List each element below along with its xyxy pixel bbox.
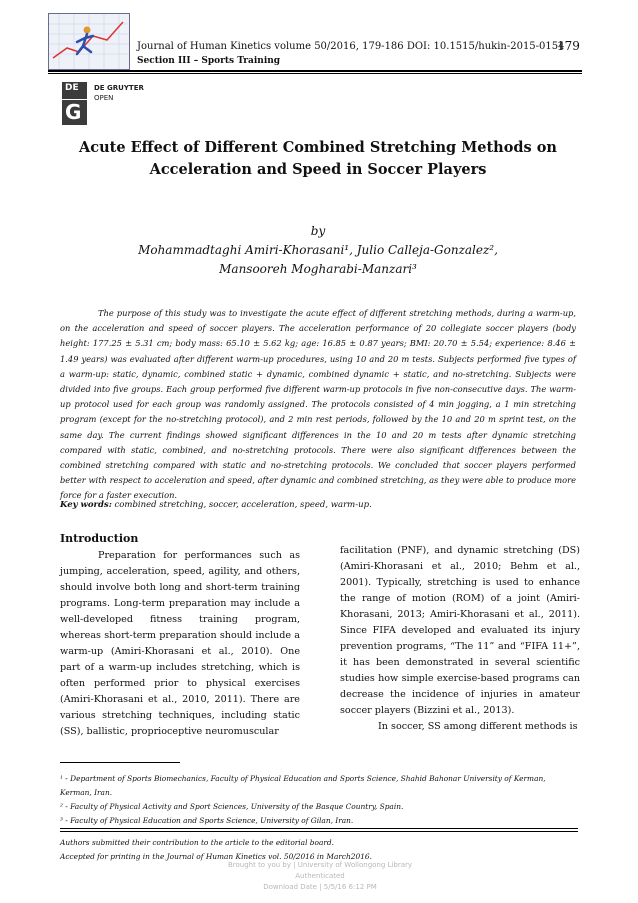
watermark-line-3: Download Date | 5/5/16 6:12 PM — [263, 883, 377, 891]
abstract: The purpose of this study was to investigate the acute effect of different stretching methods, during a warm-up, on the acceleration and speed of soccer players. The acceleration performance of 20 collegiate soccer players (body height: 177.25 ± 5.31 cm; body mass: 65.10 ± 5.62 kg; age: 16.85 ± 0.87 years; BMI: 20.70 ± 5.54; experience: 8.46 ± 1.49 years) was evaluated after different warm-up procedures, using 10 and 20 m tests. Subjects performed five types of a warm-up: static, dynamic, combined static + dynamic, combined dynamic + static, and no-stretching. Subjects were divided into five groups. Each group performed five different warm-up protocols in five non-consecutive days. The warm-up protocol used for each group was randomly assigned. The protocols consisted of 4 min jogging, a 1 min stretching program (except for the no-stretching protocol), and 2 min rest periods, followed by the 10 and 20 m sprint test, on the same day. The current findings showed significant differences in the 10 and 20 m tests after dynamic stretching compared with static, combined, and no-stretching protocols. There were also significant differences between the combined stretching compared with static and no-stretching protocols. We concluded that soccer players performed better with respect to acceleration and speed, after dynamic and combined stretching, as they were able to produce more force for a faster execution. — [60, 308, 576, 501]
footer-rule-thin — [60, 831, 578, 832]
keywords-label: Key words: — [60, 500, 112, 510]
body-paragraph: Preparation for performances such as jumping, acceleration, speed, agility, and others, should involve both long and short-term training programs. Long-term preparation may include a well-developed fitness training program, whereas short-term preparation should include a warm-up (Amiri-Khorasani et al., 2010). One part of a warm-up includes stretching, which is often performed prior to physical exercises (Amiri-Khorasani et al., 2010, 2011). There are various stretching techniques, including static (SS), ballistic, proprioceptive neuromuscular — [60, 550, 300, 737]
watermark-line-2: Authenticated — [295, 872, 345, 880]
authors-line-1: Mohammadtaghi Amiri-Khorasani¹, Julio Calleja-Gonzalez², — [138, 243, 498, 257]
journal-section: Section III – Sports Training — [137, 56, 281, 66]
download-watermark — [150, 860, 490, 893]
footnote-rule — [60, 762, 180, 763]
article-title: Acute Effect of Different Combined Stretching Methods on Acceleration and Speed in Soccer Players — [79, 139, 557, 178]
section-heading-introduction: Introduction — [60, 532, 139, 545]
authors-line-2: Mansooreh Mogharabi-Manzari³ — [219, 262, 417, 276]
body-column-left — [60, 530, 300, 740]
footnotes — [60, 772, 578, 828]
body-paragraph-continued: facilitation (PNF), and dynamic stretching (DS) (Amiri-Khorasani et al., 2010; Behm et al., 2001). Typically, stretching is used to enhance the range of motion (ROM) of a joint (Amiri-Khorasani, 2013; Amiri-Khorasani et al., 2011). Since FIFA developed and evaluated its injury prevention programs, “The 11” and “FIFA 11+”, it has been demonstrated in several scientific studies how simple exercise-based programs can decrease the incidence of injuries in amateur soccer players (Bizzini et al., 2013). — [340, 545, 580, 716]
publisher-name: DE GRUYTER — [94, 84, 144, 92]
header-rule-thin — [48, 73, 582, 74]
byline-by: by — [310, 224, 326, 238]
publisher-mark-top: DE — [65, 83, 79, 93]
journal-logo — [48, 13, 130, 70]
submission-line-2: Accepted for printing in the Journal of Human Kinetics vol. 50/2016 in March2016. — [60, 852, 372, 861]
publisher-mark-bottom: G — [65, 100, 82, 124]
author-list — [60, 241, 576, 279]
body-column-right — [340, 543, 580, 735]
footnote-2: ² - Faculty of Physical Activity and Sport Sciences, University of the Basque Country, Spain. — [60, 802, 404, 811]
journal-citation: Journal of Human Kinetics volume 50/2016, 179-186 DOI: 10.1515/hukin-2015-0154 — [137, 41, 565, 52]
keywords — [60, 500, 372, 510]
watermark-line-1: Brought to you by | University of Wollongong Library — [227, 861, 413, 869]
submission-line-1: Authors submitted their contribution to the article to the editorial board. — [60, 838, 334, 847]
header-rule — [48, 70, 582, 72]
publisher-sub: OPEN — [94, 94, 114, 102]
keywords-text: combined stretching, soccer, acceleration, speed, warm-up. — [111, 500, 372, 510]
body-paragraph-next: In soccer, SS among different methods is — [378, 721, 578, 732]
footnote-1: ¹ - Department of Sports Biomechanics, Faculty of Physical Education and Sports Science, Shahid Bahonar University of Kerman, Kerman, Iran. — [60, 774, 546, 797]
footnote-3: ³ - Faculty of Physical Education and Sports Science, University of Gilan, Iran. — [60, 816, 354, 825]
publisher-logo-mark — [62, 82, 87, 125]
footer-rule — [60, 828, 578, 829]
page-number: 179 — [557, 39, 580, 53]
